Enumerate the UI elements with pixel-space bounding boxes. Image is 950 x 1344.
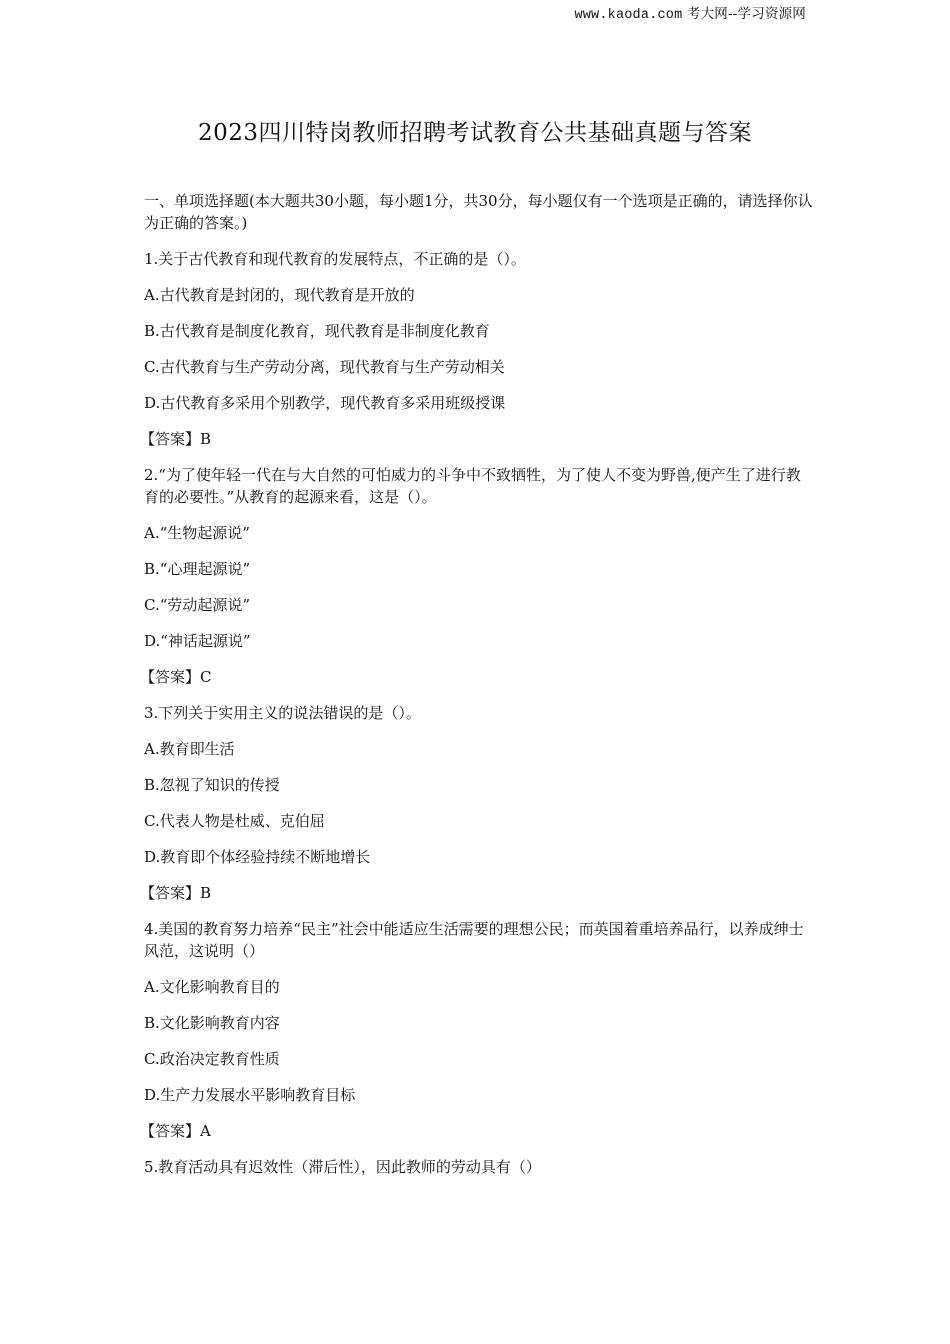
option-c: C.古代教育与生产劳动分离，现代教育与生产劳动相关 bbox=[144, 358, 505, 376]
question-5 bbox=[144, 1156, 814, 1178]
question-2 bbox=[140, 464, 814, 688]
section-intro: 一、单项选择题(本大题共30小题，每小题1分，共30分，每小题仅有一个选项是正确的，请选择你认为正确的答案。) bbox=[144, 192, 813, 232]
answer: 【答案】B bbox=[140, 884, 212, 902]
option-d: D.“神话起源说” bbox=[144, 632, 251, 650]
option-c: C.代表人物是杜威、克伯屈 bbox=[144, 812, 325, 830]
answer: 【答案】B bbox=[140, 430, 212, 448]
option-c: C.政治决定教育性质 bbox=[144, 1050, 280, 1068]
option-b: B.文化影响教育内容 bbox=[144, 1014, 280, 1032]
option-a: A.教育即生活 bbox=[144, 740, 235, 758]
question-4 bbox=[140, 918, 814, 1142]
option-b: B.忽视了知识的传授 bbox=[144, 776, 280, 794]
option-a: A.古代教育是封闭的，现代教育是开放的 bbox=[144, 286, 415, 304]
answer: 【答案】A bbox=[140, 1122, 211, 1140]
option-d: D.古代教育多采用个别教学，现代教育多采用班级授课 bbox=[144, 394, 506, 412]
question-stem: 5.教育活动具有迟效性（滞后性），因此教师的劳动具有（） bbox=[144, 1158, 541, 1176]
question-stem: 2.“为了使年轻一代在与大自然的可怕威力的斗争中不致牺牲，为了使人不变为野兽,便产生了进行教育的必要性。”从教育的起源来看，这是（）。 bbox=[144, 466, 801, 506]
header-url[interactable]: www.kaoda.com bbox=[574, 8, 683, 23]
option-a: A.文化影响教育目的 bbox=[144, 978, 280, 996]
question-3 bbox=[140, 702, 814, 904]
question-stem: 4.美国的教育努力培养“民主”社会中能适应生活需要的理想公民；而英国着重培养品行，以养成绅士风范，这说明（） bbox=[144, 920, 804, 960]
document-body bbox=[140, 190, 814, 1192]
option-b: B.“心理起源说” bbox=[144, 560, 251, 578]
question-stem: 1.关于古代教育和现代教育的发展特点，不正确的是（）。 bbox=[144, 250, 526, 268]
option-b: B.古代教育是制度化教育，现代教育是非制度化教育 bbox=[144, 322, 490, 340]
question-stem: 3.下列关于实用主义的说法错误的是（）。 bbox=[144, 704, 421, 722]
option-d: D.教育即个体经验持续不断地增长 bbox=[144, 848, 371, 866]
header-site-name: 考大网--学习资源网 bbox=[686, 6, 806, 22]
answer: 【答案】C bbox=[140, 668, 212, 686]
option-a: A.“生物起源说” bbox=[144, 524, 250, 542]
document-title: 2023四川特岗教师招聘考试教育公共基础真题与答案 bbox=[197, 120, 753, 146]
option-c: C.“劳动起源说” bbox=[144, 596, 251, 614]
question-1 bbox=[140, 248, 814, 450]
page-header bbox=[574, 2, 806, 23]
option-d: D.生产力发展水平影响教育目标 bbox=[144, 1086, 356, 1104]
